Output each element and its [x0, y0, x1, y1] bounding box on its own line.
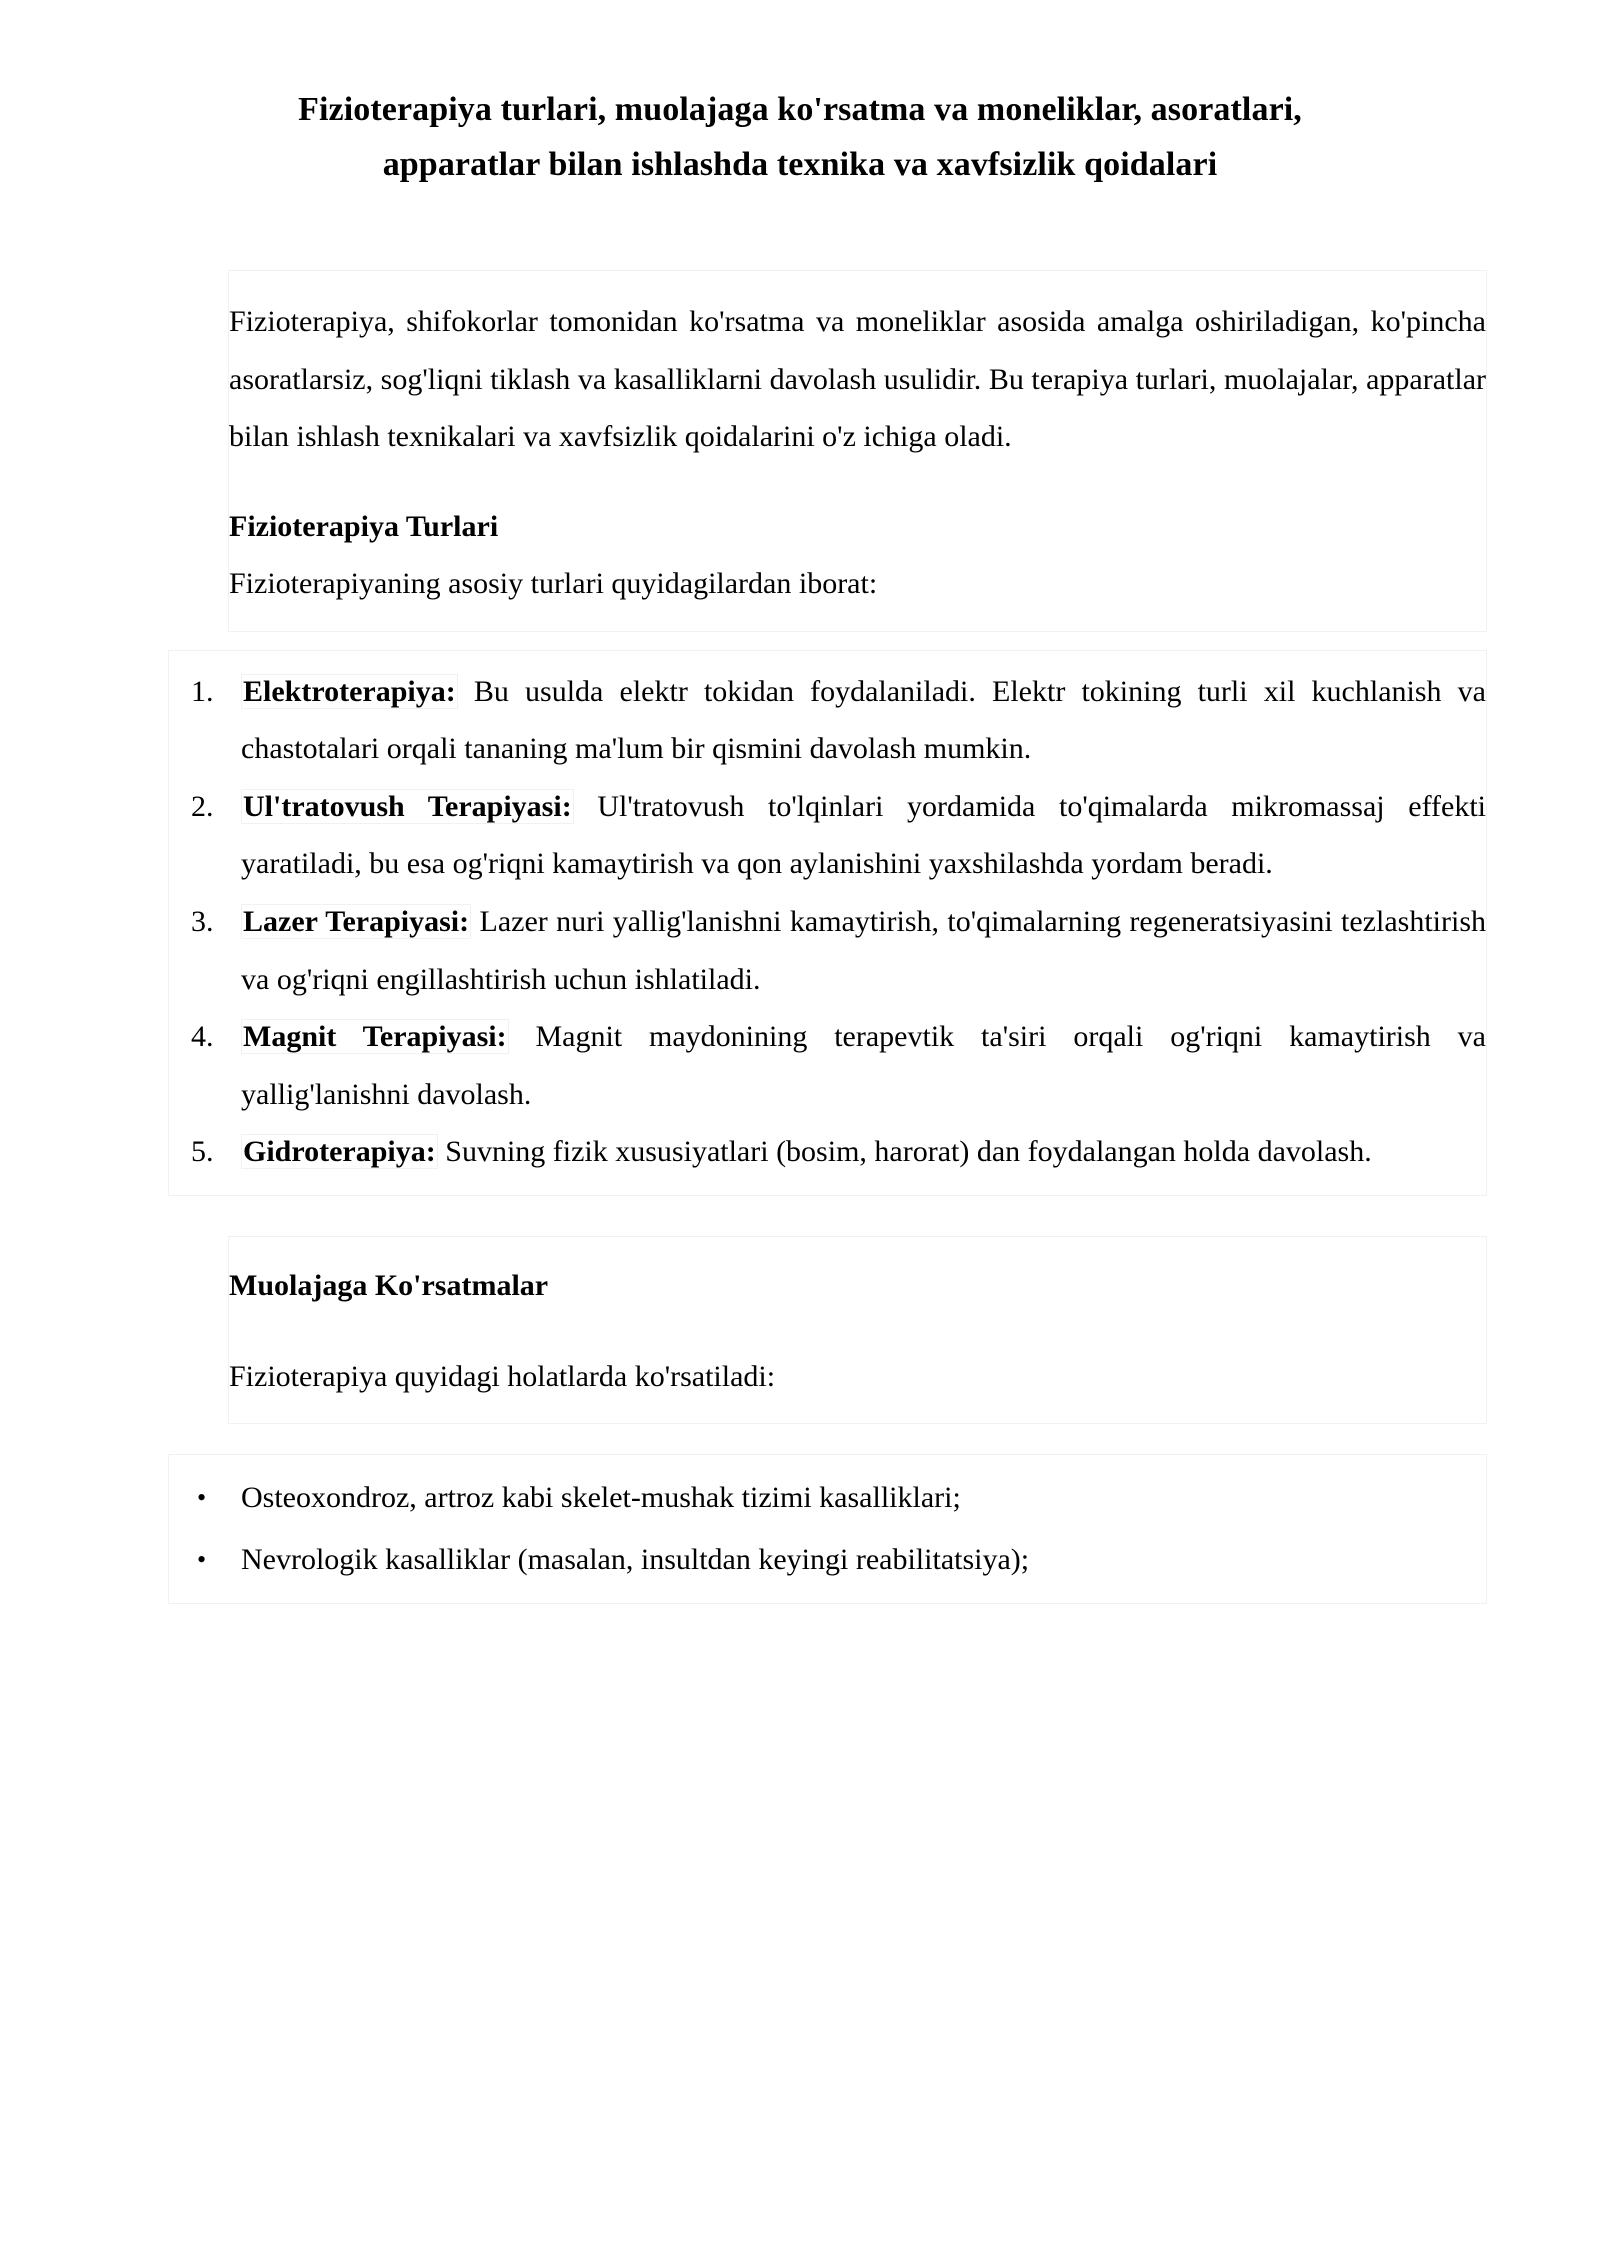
list-item-text: Ul'tratovush to'lqinlari yordamida to'qimalarda mikromassaj effekti yaratiladi, bu esa og'riqni kamaytirish va qon aylanishini yaxshilashda yordam beradi.	[241, 789, 1486, 881]
list-item	[169, 1469, 1486, 1527]
page-title	[0, 0, 1600, 192]
list-item-term: Lazer Terapiyasi:	[243, 904, 470, 938]
list-item-text: Nevrologik kasalliklar (masalan, insultdan keyingi reabilitatsiya);	[241, 1543, 1030, 1577]
list-item	[169, 778, 1486, 893]
intro-block	[228, 270, 1487, 631]
section-heading-types: Fizioterapiya Turlari	[229, 509, 499, 543]
list-item-text: Suvning fizik xususiyatlari (bosim, harorat) dan foydalangan holda davolash.	[437, 1135, 1372, 1169]
list-item	[169, 663, 1486, 778]
indications-list	[168, 1454, 1487, 1603]
document-body	[0, 270, 1600, 1604]
list-item	[169, 893, 1486, 1008]
list-item-term: Gidroterapiya:	[243, 1135, 436, 1169]
list-item	[169, 1008, 1486, 1123]
list-item	[169, 1531, 1486, 1589]
types-list	[168, 650, 1487, 1196]
list-item-term: Magnit Terapiyasi:	[243, 1020, 507, 1054]
list-item-term: Elektroterapiya:	[243, 674, 456, 708]
section-heading-indications: Muolajaga Ko'rsatmalar	[229, 1268, 549, 1302]
indications-lead-paragraph: Fizioterapiya quyidagi holatlarda ko'rsatiladi:	[229, 1359, 776, 1393]
indications-block	[228, 1236, 1487, 1425]
list-item	[169, 1123, 1486, 1181]
page-title-line-1: Fizioterapiya turlari, muolajaga ko'rsatma va moneliklar, asoratlari,	[298, 91, 1302, 128]
list-item-term: Ul'tratovush Terapiyasi:	[243, 789, 572, 823]
list-item-text: Bu usulda elektr tokidan foydalaniladi. Elektr tokining turli xil kuchlanish va chastotalari orqali tananing ma'lum bir qismini davolash mumkin.	[241, 674, 1486, 766]
types-lead-paragraph: Fizioterapiyaning asosiy turlari quyidagilardan iborat:	[229, 566, 878, 600]
list-item-text: Osteoxondroz, artroz kabi skelet-mushak tizimi kasalliklari;	[241, 1481, 961, 1515]
list-item-text: Magnit maydonining terapevtik ta'siri orqali og'riqni kamaytirish va yallig'lanishni davolash.	[241, 1020, 1486, 1111]
list-item-text: Lazer nuri yallig'lanishni kamaytirish, to'qimalarning regeneratsiyasini tezlashtirish va og'riqni engillashtirish uchun ishlatiladi.	[241, 904, 1486, 996]
intro-paragraph: Fizioterapiya, shifokorlar tomonidan ko'rsatma va moneliklar asosida amalga oshiriladigan, ko'pincha asoratlarsiz, sog'liqni tiklash va kasalliklarni davolash usulidir. Bu terapiya turlari, muolajalar, apparatlar bilan ishlash texnikalari va xavfsizlik qoidalarini o'z ichiga oladi.	[229, 305, 1486, 454]
page-title-line-2: apparatlar bilan ishlashda texnika va xavfsizlik qoidalari	[382, 146, 1218, 184]
